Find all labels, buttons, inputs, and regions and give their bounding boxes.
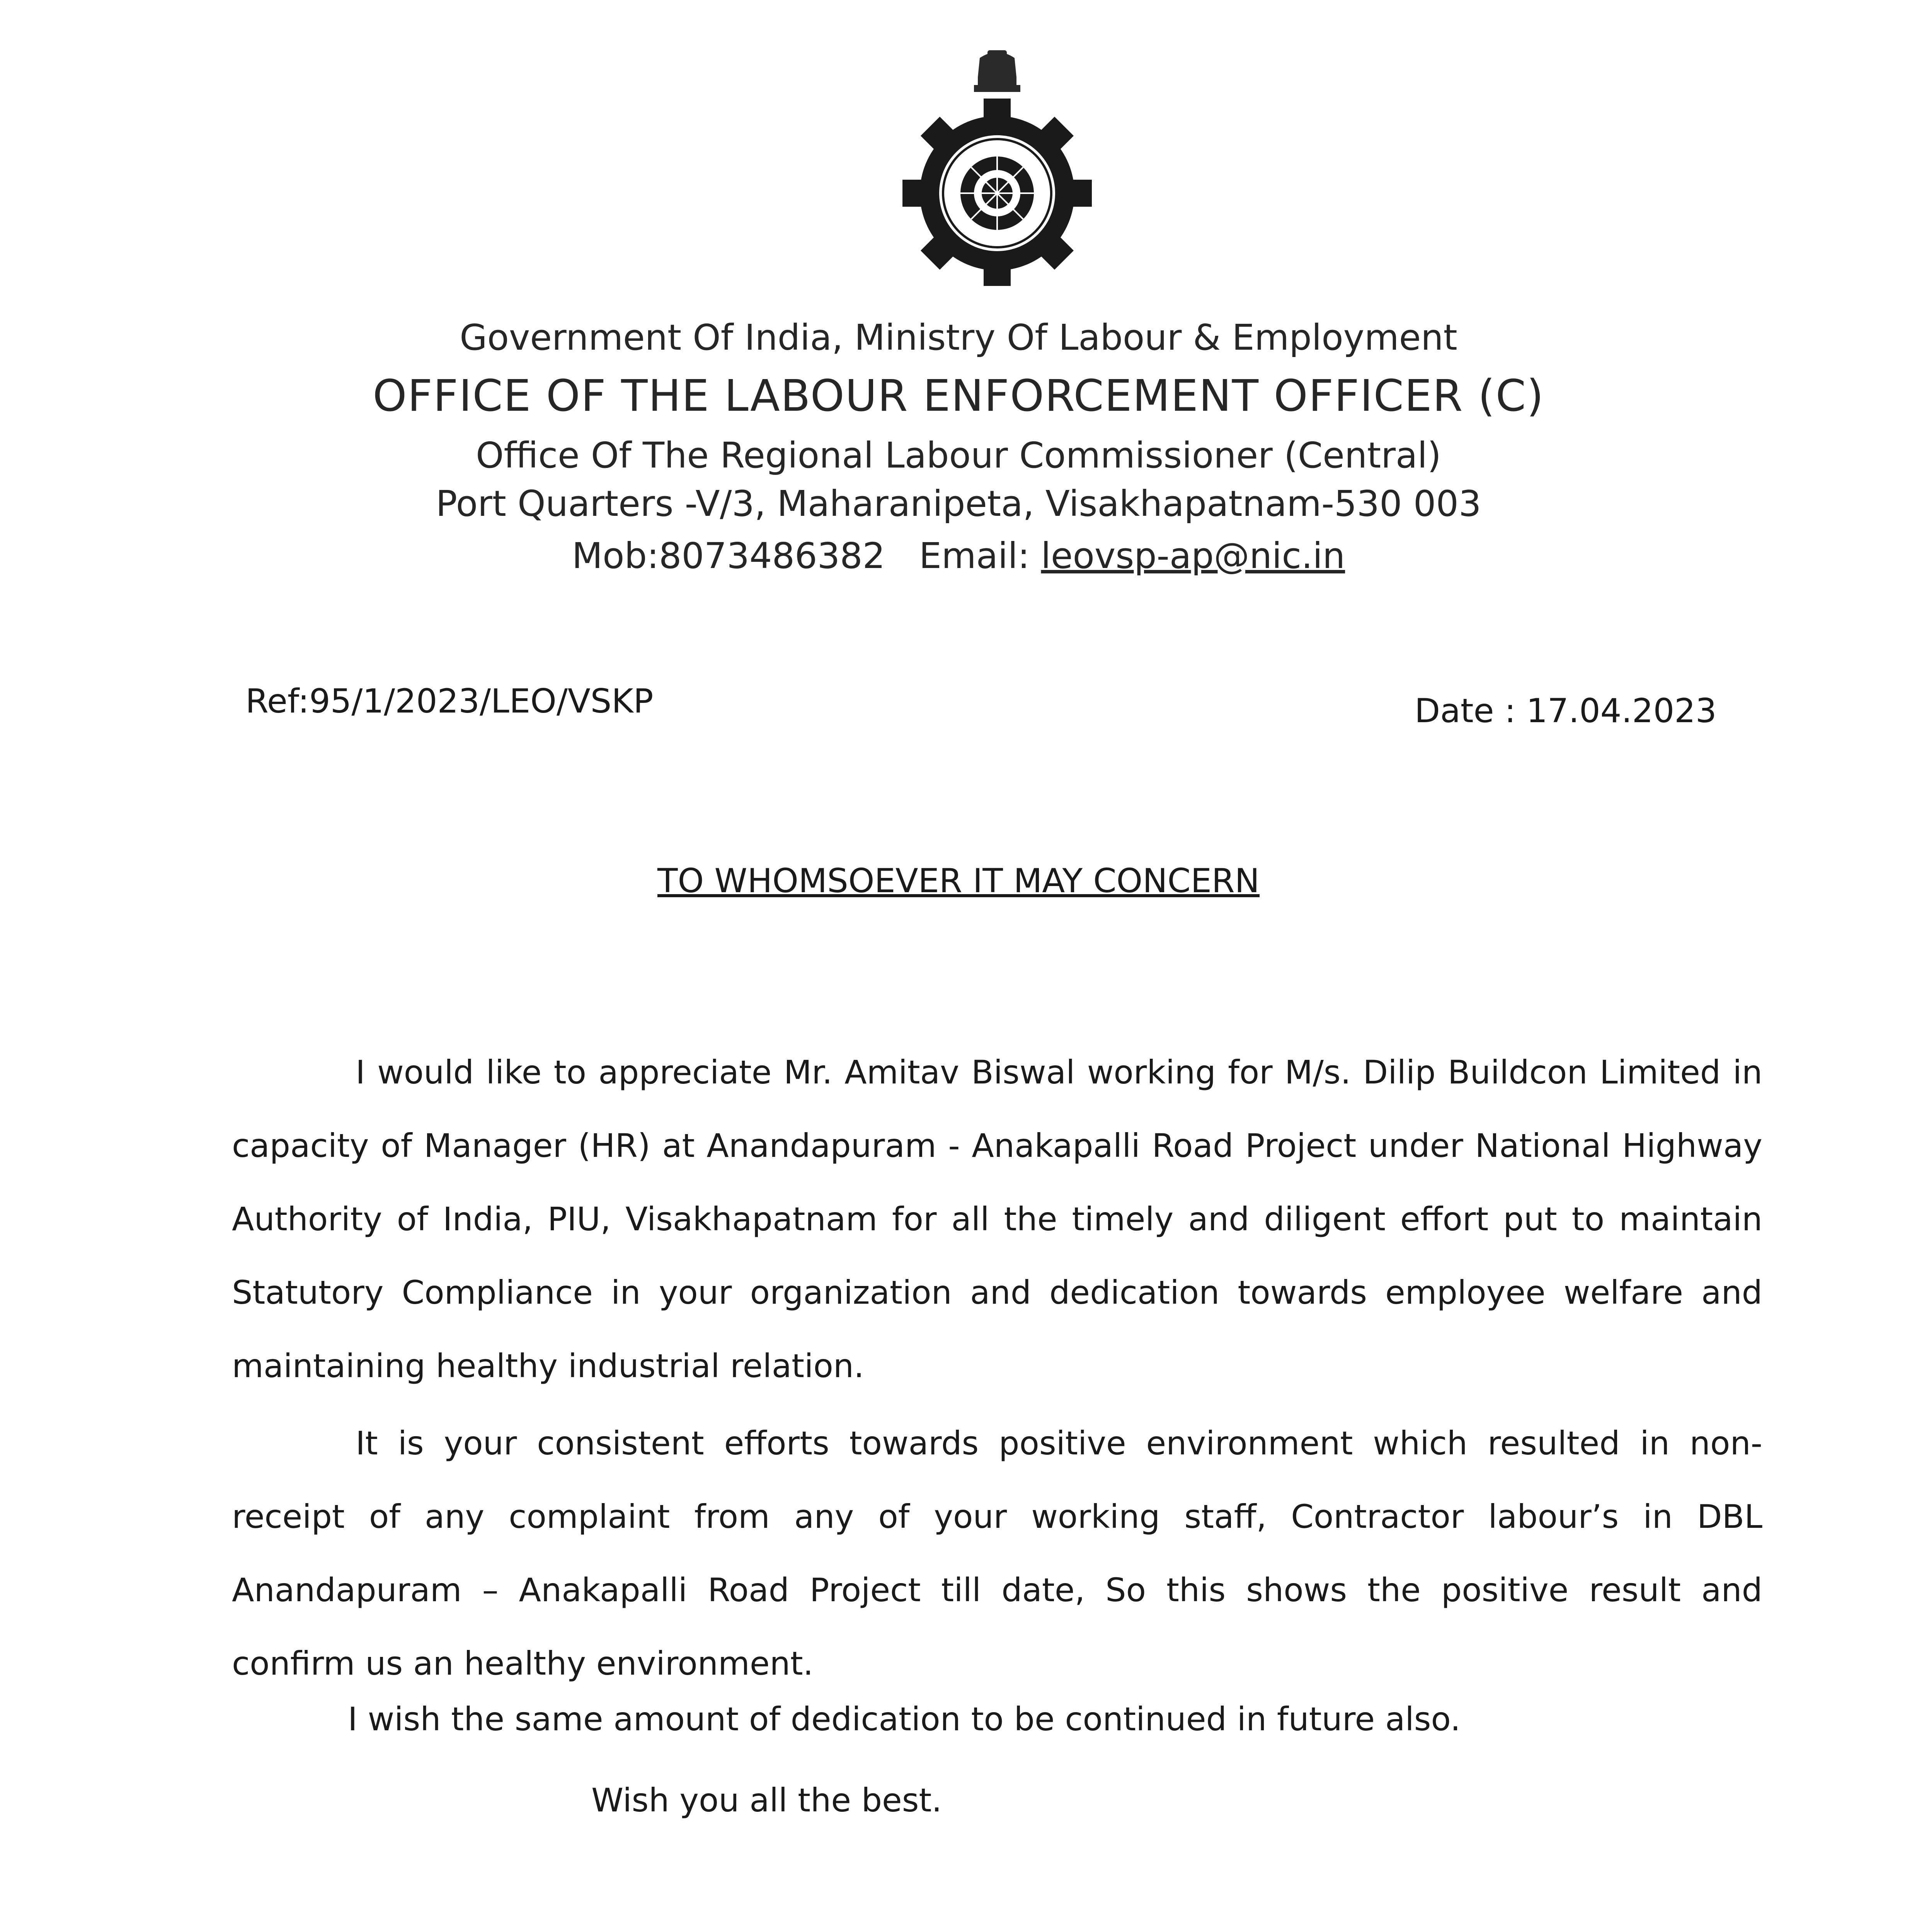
body-paragraph-1: I would like to appreciate Mr. Amitav Biswal working for M/s. Dilip Buildcon Limited in capacity of Manager (HR) at Anandapuram - Anakapalli Road Project under National Highway Authority of India, PIU, Visakhapatnam for all the timely and diligent effort put to maintain Statutory Compliance in your organization and dedication towards employee welfare and maintaining healthy industrial relation.	[232, 1053, 1762, 1385]
contact-line	[0, 535, 1917, 577]
body-paragraph-4: Wish you all the best.	[591, 1781, 942, 1819]
office-title: OFFICE OF THE LABOUR ENFORCEMENT OFFICER (C)	[373, 371, 1544, 421]
email-label: Email:	[919, 535, 1030, 577]
letter-date: Date : 17.04.2023	[1415, 692, 1717, 730]
reference-number: Ref:95/1/2023/LEO/VSKP	[245, 682, 654, 721]
subject-heading: TO WHOMSOEVER IT MAY CONCERN	[657, 862, 1260, 900]
ministry-line: Government Of India, Ministry Of Labour & Employment	[460, 317, 1457, 358]
body-paragraph-3: I wish the same amount of dedication to be continued in future also.	[348, 1700, 1461, 1738]
government-emblem-logo	[901, 46, 1094, 286]
body-paragraph-2: It is your consistent efforts towards positive environment which resulted in non-receipt of any complaint from any of your working staff, Contractor labour’s in DBL Anandapuram – Anakapalli Road Project till date, So this shows the positive result and confirm us an healthy environment.	[232, 1424, 1762, 1682]
email-link[interactable]: leovsp-ap@nic.in	[1041, 535, 1345, 577]
regional-office-line: Office Of The Regional Labour Commissioner (Central)	[476, 435, 1441, 476]
address-line: Port Quarters -V/3, Maharanipeta, Visakhapatnam-530 003	[436, 483, 1481, 524]
mobile-number: Mob:8073486382	[572, 535, 885, 577]
